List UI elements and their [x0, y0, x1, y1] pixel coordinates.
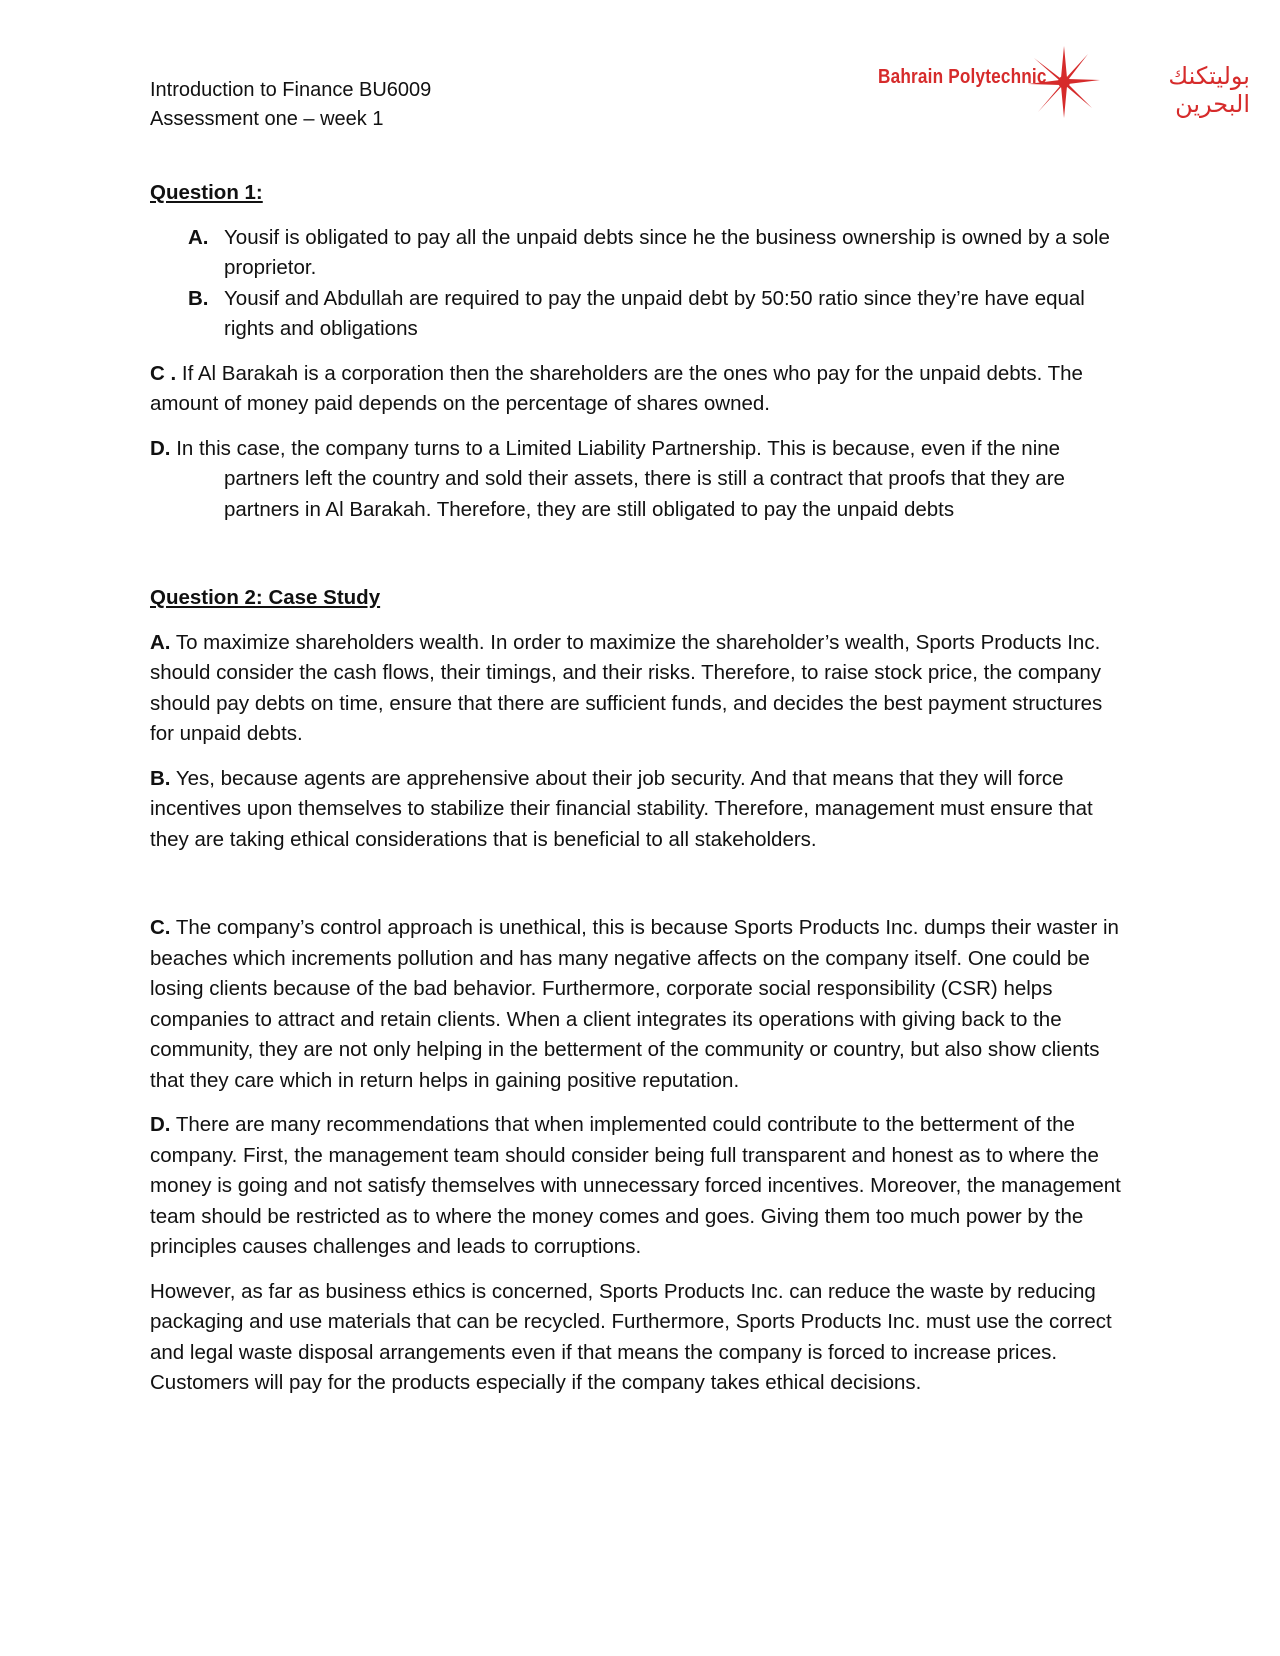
list-item [150, 284, 1130, 345]
answer-text: In this case, the company turns to a Limited Liability Partnership. This is because, even if the nine partners left the country and sold their assets, there is still a contract that proofs that they are partners in Al Barakah. Therefore, they are still obligated to pay the unpaid debts [170, 436, 1065, 521]
question-1-list [150, 223, 1130, 345]
answer-text: Yes, because agents are apprehensive about their job security. And that means that they will force incentives upon themselves to stabilize their financial stability. Therefore, management must ensure that they are taking ethical considerations that is beneficial to all stakeholders. [150, 766, 1093, 851]
list-item-text: Yousif is obligated to pay all the unpaid debts since he the business ownership is owned by a sole proprietor. [224, 225, 1110, 279]
star-burst-icon [1026, 44, 1102, 120]
logo-arabic-text: بوليتكنك البحرين [1168, 62, 1250, 118]
answer-text: If Al Barakah is a corporation then the shareholders are the ones who pay for the unpaid debts. The amount of money paid depends on the percentage of shares owned. [150, 361, 1083, 415]
answer-paragraph [150, 1110, 1130, 1263]
answer-paragraph [150, 434, 1130, 526]
answer-paragraph [150, 628, 1130, 750]
document-body [150, 178, 1130, 1413]
answer-label: C . [150, 361, 177, 385]
list-item-label: A. [188, 225, 209, 249]
list-item [150, 223, 1130, 284]
closing-paragraph: However, as far as business ethics is concerned, Sports Products Inc. can reduce the waste by reducing packaging and use materials that can be recycled. Furthermore, Sports Products Inc. must use the correct and legal waste disposal arrangements even if that means the company is forced to increase prices. Customers will pay for the products especially if the company takes ethical decisions. [150, 1279, 1112, 1394]
logo-english-text: Bahrain Polytechnic [878, 66, 1047, 88]
answer-text: The company’s control approach is unethical, this is because Sports Products Inc. dumps their waster in beaches which increments pollution and has many negative affects on the company itself. One could be losing clients because of the bad behavior. Furthermore, corporate social responsibility (CSR) helps companies to attract and retain clients. When a client integrates its operations with giving back to the community, they are not only helping in the betterment of the community or country, but also show clients that they care which in return helps in gaining positive reputation. [150, 916, 1119, 1092]
answer-text: There are many recommendations that when implemented could contribute to the betterment of the company. First, the management team should consider being full transparent and honest as to where the money is going and not satisfy themselves with unnecessary forced incentives. Moreover, the management team should be restricted as to where the money comes and goes. Giving them too much power by the principles causes challenges and leads to corruptions. [150, 1113, 1121, 1258]
answer-label: A. [150, 630, 171, 654]
answer-label: C. [150, 916, 171, 939]
list-item-label: B. [188, 286, 209, 310]
answer-label: D. [150, 1113, 171, 1136]
answer-label: B. [150, 766, 171, 790]
answer-paragraph [150, 913, 1130, 1096]
bahrain-polytechnic-logo [878, 44, 1250, 120]
answer-paragraph [150, 764, 1130, 856]
spacer [150, 869, 1130, 913]
assessment-title: Assessment one – week 1 [150, 108, 384, 130]
spacer [150, 539, 1130, 583]
list-item-text: Yousif and Abdullah are required to pay the unpaid debt by 50:50 ratio since they’re have equal rights and obligations [224, 286, 1085, 340]
answer-paragraph [150, 359, 1130, 420]
answer-text: To maximize shareholders wealth. In order to maximize the shareholder’s wealth, Sports Products Inc. should consider the cash flows, their timings, and their risks. Therefore, to raise stock price, the company should pay debts on time, ensure that there are sufficient funds, and decides the best payment structures for unpaid debts. [150, 630, 1103, 745]
course-title: Introduction to Finance BU6009 [150, 79, 432, 101]
document-header [150, 76, 431, 134]
question-1-heading: Question 1: [150, 181, 263, 204]
answer-label: D. [150, 436, 171, 460]
question-2-heading: Question 2: Case Study [150, 586, 381, 609]
